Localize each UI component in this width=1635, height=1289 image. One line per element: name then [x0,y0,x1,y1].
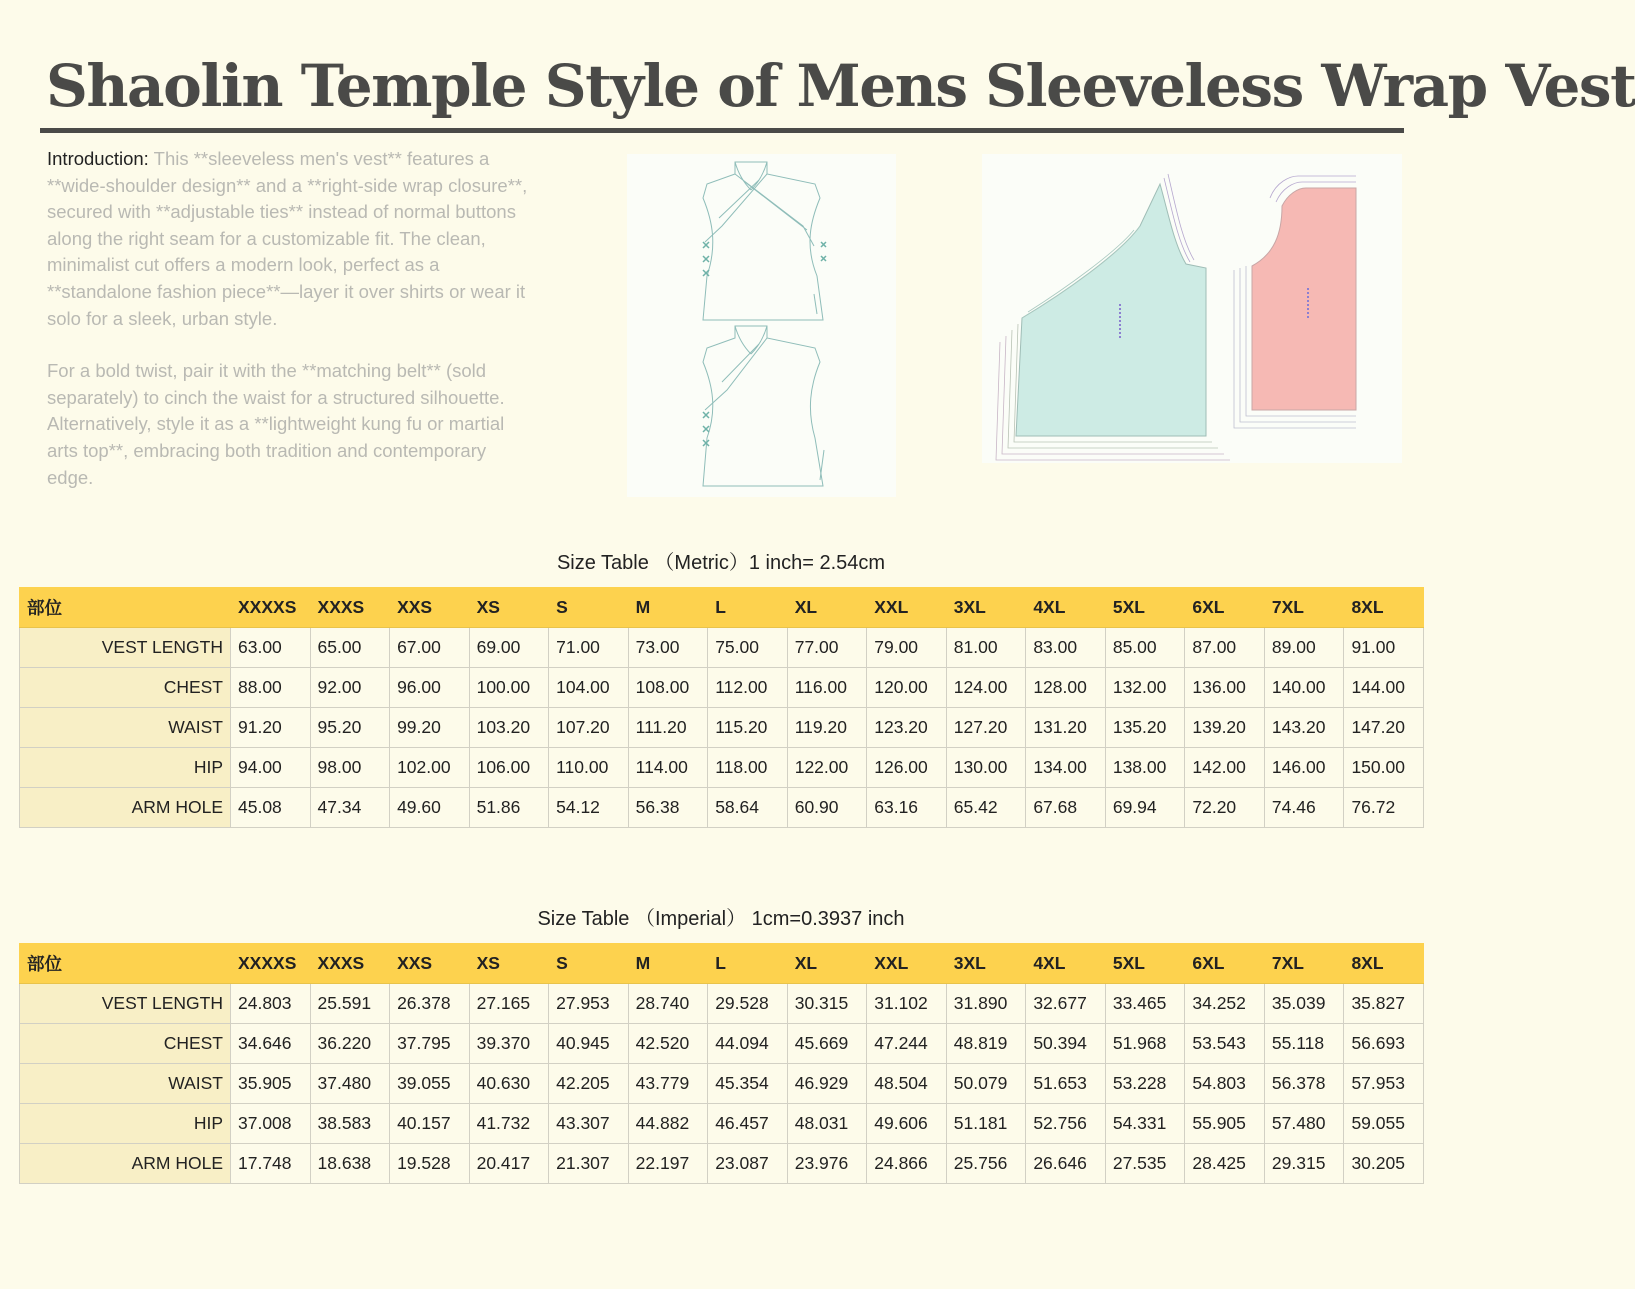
header-cell: XXL [867,588,947,628]
table-row [20,984,1424,1024]
table-cell: 43.779 [628,1064,708,1104]
table-cell: 119.20 [787,708,867,748]
intro-label: Introduction: [47,148,149,169]
table-cell: 40.945 [549,1024,629,1064]
row-label: VEST LENGTH [20,984,231,1024]
header-cell: 部位 [20,944,231,984]
table-cell: 25.591 [310,984,390,1024]
table-cell: 57.953 [1344,1064,1424,1104]
table-cell: 91.00 [1344,628,1424,668]
header-cell: S [549,588,629,628]
row-label: VEST LENGTH [20,628,231,668]
table-cell: 124.00 [946,668,1026,708]
table-cell: 38.583 [310,1104,390,1144]
table-cell: 49.606 [867,1104,947,1144]
header-cell: XL [787,588,867,628]
table-cell: 51.653 [1026,1064,1106,1104]
metric-table-caption: Size Table （Metric）1 inch= 2.54cm [556,552,886,574]
table-cell: 104.00 [549,668,629,708]
table-cell: 20.417 [469,1144,549,1184]
table-cell: 56.693 [1344,1024,1424,1064]
header-cell: 5XL [1105,944,1185,984]
table-cell: 54.803 [1185,1064,1265,1104]
table-row [20,748,1424,788]
row-label: CHEST [20,1024,231,1064]
table-cell: 132.00 [1105,668,1185,708]
table-cell: 32.677 [1026,984,1106,1024]
table-cell: 112.00 [708,668,788,708]
table-cell: 35.039 [1264,984,1344,1024]
table-cell: 47.34 [310,788,390,828]
table-cell: 31.102 [867,984,947,1024]
table-cell: 37.795 [390,1024,470,1064]
vest-sketch-image [627,154,896,497]
table-cell: 77.00 [787,628,867,668]
page-title: Shaolin Temple Style of Mens Sleeveless Wrap Vest [46,52,1635,120]
table-cell: 56.38 [628,788,708,828]
header-cell: M [628,588,708,628]
table-cell: 135.20 [1105,708,1185,748]
table-cell: 114.00 [628,748,708,788]
table-cell: 91.20 [231,708,311,748]
imperial-header-row [20,944,1424,984]
table-cell: 63.16 [867,788,947,828]
pattern-piece-front [996,174,1230,460]
header-cell: XXL [867,944,947,984]
header-cell: 3XL [946,944,1026,984]
header-cell: XXS [390,588,470,628]
table-cell: 81.00 [946,628,1026,668]
table-cell: 102.00 [390,748,470,788]
imperial-size-table [19,943,1424,1184]
header-cell: S [549,944,629,984]
table-cell: 27.953 [549,984,629,1024]
table-cell: 39.370 [469,1024,549,1064]
table-cell: 60.90 [787,788,867,828]
table-cell: 136.00 [1185,668,1265,708]
row-label: ARM HOLE [20,1144,231,1184]
table-cell: 123.20 [867,708,947,748]
intro-text-1: This **sleeveless men's vest** features a **wide-shoulder design** and a **right-side wrap closure**, secured with **adjustable ties** instead of normal buttons along the right seam for a customizable fit. The clean, minimalist cut offers a modern look, perfect as a **standalone fashion piece**—layer it over shirts or wear it solo for a sleek, urban style. [47,148,528,329]
table-cell: 40.157 [390,1104,470,1144]
table-cell: 28.425 [1185,1144,1265,1184]
table-cell: 150.00 [1344,748,1424,788]
table-cell: 41.732 [469,1104,549,1144]
table-row [20,1024,1424,1064]
row-label: HIP [20,748,231,788]
table-cell: 39.055 [390,1064,470,1104]
table-cell: 48.031 [787,1104,867,1144]
table-cell: 50.079 [946,1064,1026,1104]
table-cell: 103.20 [469,708,549,748]
table-cell: 51.181 [946,1104,1026,1144]
header-cell: XS [469,588,549,628]
header-cell: XXXXS [231,588,311,628]
table-row [20,668,1424,708]
table-cell: 74.46 [1264,788,1344,828]
table-cell: 25.756 [946,1144,1026,1184]
table-cell: 29.528 [708,984,788,1024]
header-cell: 部位 [20,588,231,628]
row-label: ARM HOLE [20,788,231,828]
table-cell: 40.630 [469,1064,549,1104]
table-cell: 67.00 [390,628,470,668]
header-cell: L [708,588,788,628]
header-cell: XXS [390,944,470,984]
table-cell: 111.20 [628,708,708,748]
table-cell: 98.00 [310,748,390,788]
header-cell: XXXXS [231,944,311,984]
table-row [20,1104,1424,1144]
header-cell: 4XL [1026,588,1106,628]
table-cell: 27.165 [469,984,549,1024]
table-cell: 53.228 [1105,1064,1185,1104]
table-cell: 140.00 [1264,668,1344,708]
table-cell: 100.00 [469,668,549,708]
table-cell: 72.20 [1185,788,1265,828]
table-cell: 134.00 [1026,748,1106,788]
table-cell: 55.905 [1185,1104,1265,1144]
table-cell: 37.480 [310,1064,390,1104]
table-cell: 45.08 [231,788,311,828]
table-cell: 106.00 [469,748,549,788]
metric-header-row [20,588,1424,628]
table-cell: 115.20 [708,708,788,748]
table-cell: 51.968 [1105,1024,1185,1064]
table-cell: 63.00 [231,628,311,668]
header-cell: 6XL [1185,588,1265,628]
table-cell: 23.087 [708,1144,788,1184]
table-cell: 107.20 [549,708,629,748]
table-cell: 146.00 [1264,748,1344,788]
header-cell: XS [469,944,549,984]
table-cell: 138.00 [1105,748,1185,788]
table-cell: 17.748 [231,1144,311,1184]
table-cell: 59.055 [1344,1104,1424,1144]
title-underline [40,128,1404,133]
table-cell: 65.42 [946,788,1026,828]
table-cell: 71.00 [549,628,629,668]
table-cell: 24.803 [231,984,311,1024]
table-cell: 34.646 [231,1024,311,1064]
pattern-piece-back [1234,176,1356,428]
intro-paragraph-1 [47,146,537,332]
table-cell: 37.008 [231,1104,311,1144]
table-cell: 36.220 [310,1024,390,1064]
table-cell: 65.00 [310,628,390,668]
table-cell: 127.20 [946,708,1026,748]
table-cell: 42.205 [549,1064,629,1104]
header-cell: XXXS [310,588,390,628]
table-cell: 110.00 [549,748,629,788]
table-cell: 92.00 [310,668,390,708]
table-cell: 128.00 [1026,668,1106,708]
header-cell: 4XL [1026,944,1106,984]
table-cell: 21.307 [549,1144,629,1184]
header-cell: 7XL [1264,944,1344,984]
table-cell: 95.20 [310,708,390,748]
table-cell: 45.354 [708,1064,788,1104]
table-cell: 139.20 [1185,708,1265,748]
table-cell: 30.205 [1344,1144,1424,1184]
table-cell: 43.307 [549,1104,629,1144]
table-cell: 144.00 [1344,668,1424,708]
table-cell: 79.00 [867,628,947,668]
table-cell: 27.535 [1105,1144,1185,1184]
table-cell: 31.890 [946,984,1026,1024]
table-cell: 46.929 [787,1064,867,1104]
table-cell: 143.20 [1264,708,1344,748]
table-cell: 48.819 [946,1024,1026,1064]
table-cell: 35.905 [231,1064,311,1104]
sewing-pattern-image [982,154,1402,463]
table-cell: 89.00 [1264,628,1344,668]
table-cell: 54.331 [1105,1104,1185,1144]
table-cell: 75.00 [708,628,788,668]
metric-size-table [19,587,1424,828]
table-cell: 45.669 [787,1024,867,1064]
table-cell: 33.465 [1105,984,1185,1024]
table-cell: 26.646 [1026,1144,1106,1184]
header-cell: XL [787,944,867,984]
header-cell: 5XL [1105,588,1185,628]
table-cell: 57.480 [1264,1104,1344,1144]
table-cell: 53.543 [1185,1024,1265,1064]
table-cell: 126.00 [867,748,947,788]
table-cell: 87.00 [1185,628,1265,668]
header-cell: 6XL [1185,944,1265,984]
table-cell: 50.394 [1026,1024,1106,1064]
table-cell: 29.315 [1264,1144,1344,1184]
table-cell: 58.64 [708,788,788,828]
table-cell: 88.00 [231,668,311,708]
header-cell: 8XL [1344,588,1424,628]
table-cell: 122.00 [787,748,867,788]
table-cell: 69.00 [469,628,549,668]
row-label: WAIST [20,708,231,748]
table-row [20,1064,1424,1104]
table-cell: 23.976 [787,1144,867,1184]
imperial-table-caption: Size Table （Imperial） 1cm=0.3937 inch [537,908,905,930]
header-cell: XXXS [310,944,390,984]
row-label: CHEST [20,668,231,708]
table-cell: 51.86 [469,788,549,828]
table-cell: 34.252 [1185,984,1265,1024]
table-cell: 54.12 [549,788,629,828]
header-cell: L [708,944,788,984]
table-cell: 48.504 [867,1064,947,1104]
table-cell: 42.520 [628,1024,708,1064]
header-cell: M [628,944,708,984]
table-cell: 147.20 [1344,708,1424,748]
table-cell: 67.68 [1026,788,1106,828]
table-cell: 94.00 [231,748,311,788]
row-label: WAIST [20,1064,231,1104]
table-cell: 131.20 [1026,708,1106,748]
introduction [47,146,537,491]
table-cell: 116.00 [787,668,867,708]
table-cell: 28.740 [628,984,708,1024]
table-cell: 44.882 [628,1104,708,1144]
table-cell: 24.866 [867,1144,947,1184]
table-cell: 108.00 [628,668,708,708]
vest-sketch-back [703,326,824,486]
row-label: HIP [20,1104,231,1144]
intro-paragraph-2: For a bold twist, pair it with the **matching belt** (sold separately) to cinch the waist for a structured silhouette. Alternatively, style it as a **lightweight kung fu or martial arts top**, embracing both tradition and contemporary edge. [47,360,505,488]
table-row [20,1144,1424,1184]
table-cell: 130.00 [946,748,1026,788]
table-cell: 56.378 [1264,1064,1344,1104]
table-cell: 69.94 [1105,788,1185,828]
table-cell: 52.756 [1026,1104,1106,1144]
table-cell: 120.00 [867,668,947,708]
header-cell: 8XL [1344,944,1424,984]
table-cell: 49.60 [390,788,470,828]
table-cell: 44.094 [708,1024,788,1064]
table-cell: 22.197 [628,1144,708,1184]
table-cell: 26.378 [390,984,470,1024]
table-cell: 99.20 [390,708,470,748]
table-cell: 83.00 [1026,628,1106,668]
table-cell: 30.315 [787,984,867,1024]
table-cell: 18.638 [310,1144,390,1184]
table-cell: 19.528 [390,1144,470,1184]
table-row [20,788,1424,828]
header-cell: 7XL [1264,588,1344,628]
table-row [20,708,1424,748]
table-row [20,628,1424,668]
table-cell: 46.457 [708,1104,788,1144]
vest-sketch-front [703,162,826,320]
table-cell: 85.00 [1105,628,1185,668]
table-cell: 76.72 [1344,788,1424,828]
table-cell: 35.827 [1344,984,1424,1024]
table-cell: 73.00 [628,628,708,668]
table-cell: 96.00 [390,668,470,708]
table-cell: 47.244 [867,1024,947,1064]
table-cell: 118.00 [708,748,788,788]
header-cell: 3XL [946,588,1026,628]
table-cell: 55.118 [1264,1024,1344,1064]
table-cell: 142.00 [1185,748,1265,788]
